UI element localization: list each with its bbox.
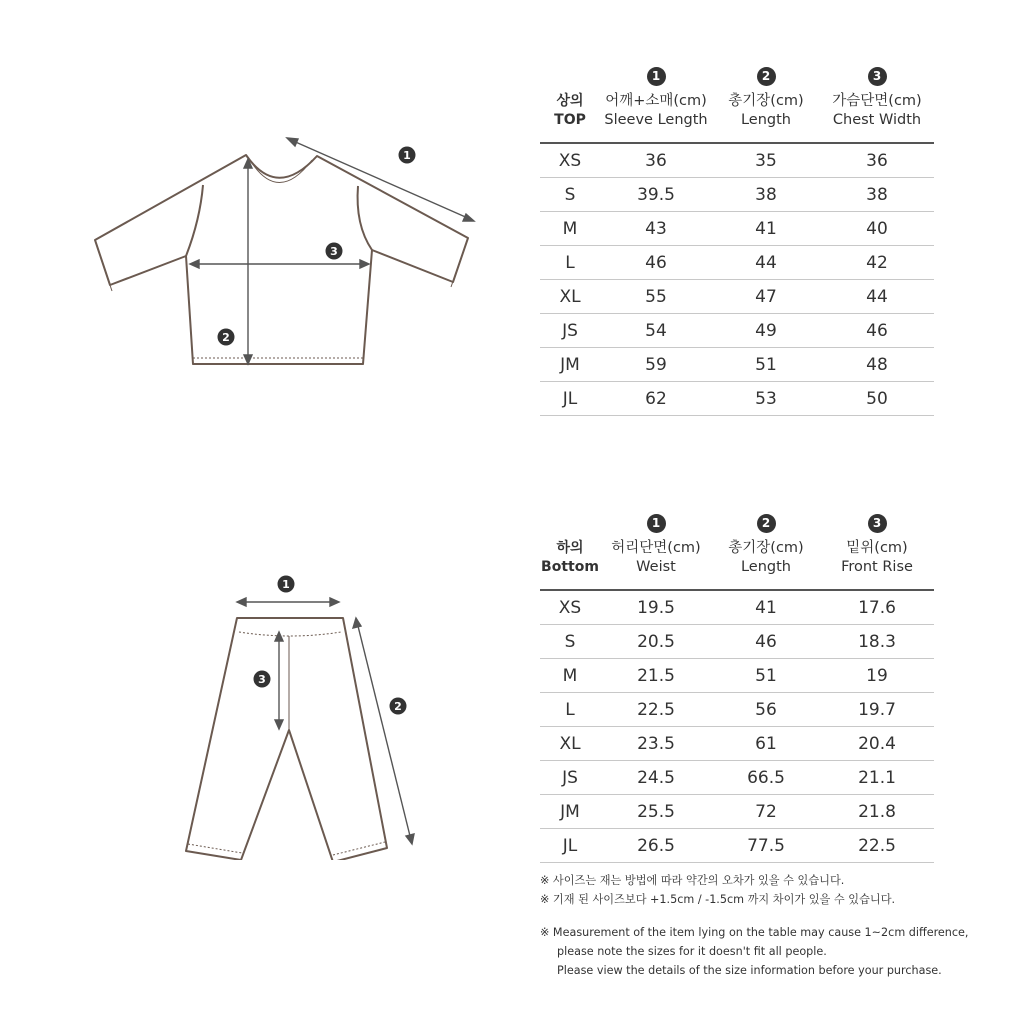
table-row: L 46 44 42 (540, 246, 934, 280)
table-row: JL 62 53 50 (540, 382, 934, 416)
table-row: XL 55 47 44 (540, 280, 934, 314)
bottom-length-marker (390, 698, 407, 715)
bottom-category-ko: 하의 (556, 540, 584, 556)
table-row: XL 23.5 61 20.4 (540, 727, 934, 761)
number-badge-icon: 2 (757, 67, 776, 86)
bottom-table-header (540, 503, 934, 590)
note-en-2: please note the sizes for it doesn't fit all people. (557, 945, 827, 958)
bottom-waist-marker (278, 576, 295, 593)
table-row: JM 59 51 48 (540, 348, 934, 382)
table-row: M 43 41 40 (540, 212, 934, 246)
number-badge-icon: 3 (868, 514, 887, 533)
number-badge-icon: 1 (647, 514, 666, 533)
table-row: JS 24.5 66.5 21.1 (540, 761, 934, 795)
table-row: JM 25.5 72 21.8 (540, 795, 934, 829)
note-en-1: ※ Measurement of the item lying on the table may cause 1~2cm difference, (540, 926, 969, 939)
svg-text:3: 3 (258, 673, 266, 686)
svg-text:1: 1 (403, 149, 411, 162)
table-row: XS 19.5 41 17.6 (540, 590, 934, 625)
svg-text:2: 2 (222, 331, 230, 344)
table-row: S 20.5 46 18.3 (540, 625, 934, 659)
note-ko-2: ※ 기재 된 사이즈보다 +1.5cm / -1.5cm 까지 차이가 있을 수 있습니다. (540, 893, 896, 906)
bottom-size-table (540, 503, 934, 863)
number-badge-icon: 1 (647, 67, 666, 86)
note-en-3: Please view the details of the size information before your purchase. (557, 964, 942, 977)
bottom-category-header (540, 503, 600, 590)
top-chest-marker (326, 243, 343, 260)
number-badge-icon: 2 (757, 514, 776, 533)
top-length-marker (218, 329, 235, 346)
svg-text:2: 2 (394, 700, 402, 713)
note-ko-1: ※ 사이즈는 재는 방법에 따라 약간의 오차가 있을 수 있습니다. (540, 874, 845, 887)
table-row: JL 26.5 77.5 22.5 (540, 829, 934, 863)
table-row: JS 54 49 46 (540, 314, 934, 348)
bottom-col-length: 2 총기장(cm) Length (728, 516, 804, 575)
top-sleeve-marker (399, 147, 416, 164)
bottom-garment-illustration (0, 560, 500, 860)
top-col-length: 2 총기장(cm) Length (728, 69, 804, 128)
top-category-en: TOP (554, 112, 586, 128)
top-col-chest: 3 가슴단면(cm) Chest Width (832, 69, 922, 128)
size-notes (540, 871, 969, 980)
table-row: XS 36 35 36 (540, 143, 934, 178)
table-row: M 21.5 51 19 (540, 659, 934, 693)
top-diagram (0, 130, 500, 390)
bottom-diagram (0, 560, 500, 860)
table-row: S 39.5 38 38 (540, 178, 934, 212)
top-col-sleeve: 1 어깨+소매(cm) Sleeve Length (604, 69, 708, 128)
top-size-table (540, 56, 934, 416)
top-garment-illustration (0, 130, 500, 390)
bottom-col-waist: 1 허리단면(cm) Weist (611, 516, 701, 575)
top-category-ko: 상의 (556, 93, 584, 109)
bottom-category-en: Bottom (541, 559, 599, 575)
number-badge-icon: 3 (868, 67, 887, 86)
bottom-rise-marker (254, 671, 271, 688)
bottom-col-rise: 3 밑위(cm) Front Rise (841, 516, 913, 575)
svg-text:1: 1 (282, 578, 290, 591)
top-table-header (540, 56, 934, 143)
svg-text:3: 3 (330, 245, 338, 258)
table-row: L 22.5 56 19.7 (540, 693, 934, 727)
top-category-header (540, 56, 600, 143)
